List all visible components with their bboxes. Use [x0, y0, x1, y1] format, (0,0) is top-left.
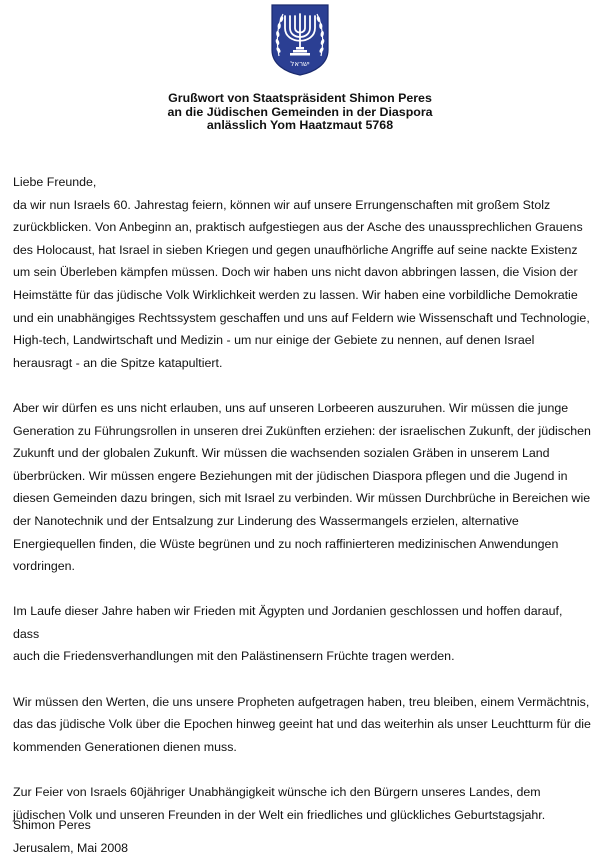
paragraph-future-goals: Aber wir dürfen es uns nicht erlauben, uns auf unseren Lorbeeren auszuruhen. Wir müssen die junge Generation zu Führungsrollen in unseren drei Zukünften erziehen: der israelischen Zukunft, der jüdischen Zukunft und der globalen Zukunft. Wir müssen die wachsenden sozialen Gräben in unserem Land überbrücken. Wir müssen engere Beziehungen mit der jüdischen Diaspora pflegen und die Jugend in diesen Gemeinden dazu bringen, sich mit Israel zu verbinden. Wir müssen Durchbrüche in Bereichen wie der Nanotechnik und der Entsalzung zur Linderung des Wassermangels erzielen, alternative Energiequellen finden, die Wüste begrünen und zu noch raffinierteren medizinischen Anwendungen vordringen.	[13, 400, 591, 574]
letter-body	[13, 171, 591, 826]
paragraph-achievements: da wir nun Israels 60. Jahrestag feiern, können wir auf unsere Errungenschaften mit großem Stolz zurückblicken. Von Anbeginn an, praktisch aufgestiegen aus der Asche des unaussprechlichen Grauens des Holocaust, hat Israel in sieben Kriegen und gegen unaufhörliche Angriffe auf seine nackte Existenz um sein Überleben kämpfen müssen. Doch wir haben uns nicht davon abbringen lassen, die Vision der Heimstätte für das jüdische Volk Wirklichkeit werden zu lassen. Wir haben eine vorbildliche Demokratie und ein unabhängiges Rechtssystem geschaffen und uns auf Feldern wie Wissenschaft und Technologie, High-tech, Landwirtschaft und Medizin - um nur einige der Gebiete zu nennen, auf denen Israel herausragt - an die Spitze katapultiert.	[13, 197, 590, 370]
heading-line-2: an die Jüdischen Gemeinden in der Diaspora	[167, 104, 433, 119]
letter-heading	[0, 92, 600, 133]
signature-place-date: Jerusalem, Mai 2008	[13, 840, 129, 855]
emblem-inscription: ישראל	[290, 60, 310, 68]
signature-block	[13, 814, 128, 859]
heading-line-3: anlässlich Yom Haatzmaut 5768	[206, 118, 394, 133]
paragraph-wishes: Zur Feier von Israels 60jähriger Unabhängigkeit wünsche ich den Bürgern unseres Landes, dem jüdischen Volk und unseren Freunden in der Welt ein friedliches und glückliches Geburtstagsjahr.	[13, 785, 546, 822]
heading-line-1: Grußwort von Staatspräsident Shimon Peres	[168, 91, 432, 105]
paragraph-peace: Im Laufe dieser Jahre haben wir Frieden mit Ägypten und Jordanien geschlossen und hoffen darauf, dass auch die Friedensverhandlungen mit den Palästinensern Früchte tragen werden.	[13, 604, 563, 664]
paragraph-values: Wir müssen den Werten, die uns unsere Propheten aufgetragen haben, treu bleiben, einem Vermächtnis, das das jüdische Volk über die Epochen hinweg geeint hat und das weiterhin als unser Leuchtturm für die kommenden Generationen dienen muss.	[13, 694, 591, 754]
signature-name: Shimon Peres	[13, 818, 91, 832]
salutation: Liebe Freunde,	[13, 175, 97, 189]
emblem-of-israel-icon	[271, 4, 329, 76]
